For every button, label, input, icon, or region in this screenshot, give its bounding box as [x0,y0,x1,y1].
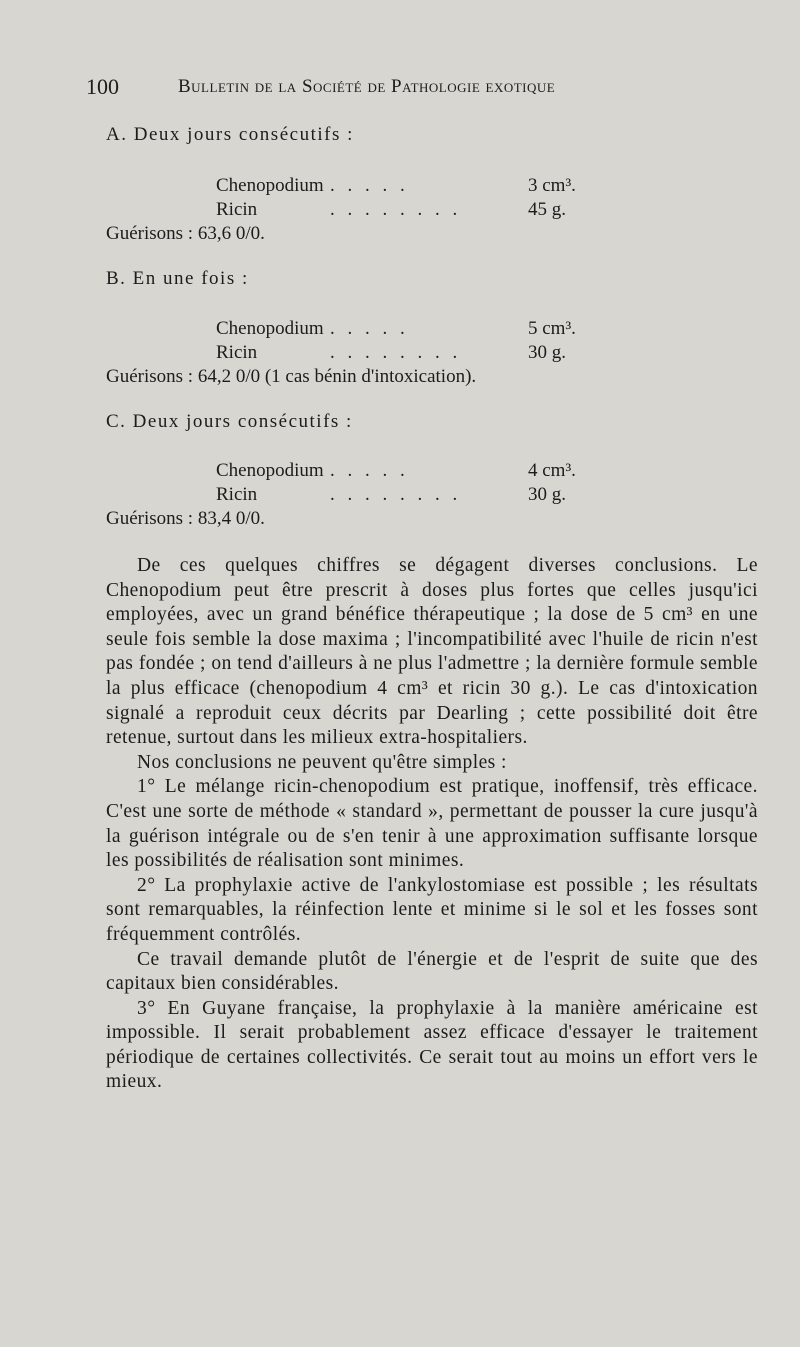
body-text [106,554,758,1095]
drug-dose: 30 g. [528,484,566,505]
leader-dots: . . . . . [330,318,409,339]
paragraph-point-3: 3° En Guyane française, la prophylaxie à la manière américaine est impossible. Il serait probablement assez efficace d'essayer le traitement périodique de certaines collectivités. Ce serait tout au moins un effort vers le mieux. [106,997,758,1093]
section-a-heading: A. Deux jours consécutifs : [106,124,354,145]
drug-dose: 4 cm³. [528,460,576,481]
paragraph-point-2: 2° La prophylaxie active de l'ankylostomiase est possible ; les résultats sont remarquables, la réinfection lente et minime si le sol et les fosses sont fréquemment contrôlés. [106,874,758,945]
drug-dose: 30 g. [528,342,566,363]
drug-name: Ricin [216,342,258,363]
leader-dots: . . . . . [330,460,409,481]
drug-name: Chenopodium [216,318,324,339]
drug-name: Ricin [216,199,258,220]
drug-dose: 45 g. [528,199,566,220]
leader-dots: . . . . . . . . [330,199,462,220]
drug-dose: 3 cm³. [528,175,576,196]
section-b-heading: B. En une fois : [106,268,249,289]
paragraph-point-1: 1° Le mélange ricin-chenopodium est pratique, inoffensif, très efficace. C'est une sorte de méthode « standard », permettant de pousser la cure jusqu'à la guérison intégrale ou de s'en tenir à une approximation suffisante lorsque les possibilités de réalisation sont minimes. [106,776,758,872]
drug-name: Chenopodium [216,460,324,481]
drug-name: Chenopodium [216,175,324,196]
page-number: 100 [86,74,119,99]
section-b-result: Guérisons : 64,2 0/0 (1 cas bénin d'intoxication). [106,366,477,387]
leader-dots: . . . . . [330,175,409,196]
drug-dose: 5 cm³. [528,318,576,339]
running-title: Bulletin de la Société de Pathologie exotique [178,76,556,97]
paragraph-conclusions: De ces quelques chiffres se dégagent diverses conclusions. Le Chenopodium peut être prescrit à doses plus fortes que celles jusqu'ici employées, avec un grand bénéfice thérapeutique ; la dose de 5 cm³ en une seule fois semble la dose maxima ; l'incompatibilité avec l'huile de ricin n'est pas fondée ; on tend d'ailleurs à ne plus l'admettre ; la dernière formule semble la plus efficace (chenopodium 4 cm³ et ricin 30 g.). Le cas d'intoxication signalé a reproduit ceux décrits par Dearling ; cette possibilité doit être retenue, surtout dans les milieux extra-hospitaliers. [106,555,758,749]
paragraph-energy: Ce travail demande plutôt de l'énergie et de l'esprit de suite que des capitaux bien considérables. [106,948,758,995]
leader-dots: . . . . . . . . [330,484,462,505]
section-c-result: Guérisons : 83,4 0/0. [106,508,265,529]
page-header [86,74,646,104]
leader-dots: . . . . . . . . [330,342,462,363]
drug-name: Ricin [216,484,258,505]
section-a-result: Guérisons : 63,6 0/0. [106,223,265,244]
section-c-heading: C. Deux jours consécutifs : [106,411,353,432]
paragraph-intro-conclusions: Nos conclusions ne peuvent qu'être simples : [137,751,507,773]
